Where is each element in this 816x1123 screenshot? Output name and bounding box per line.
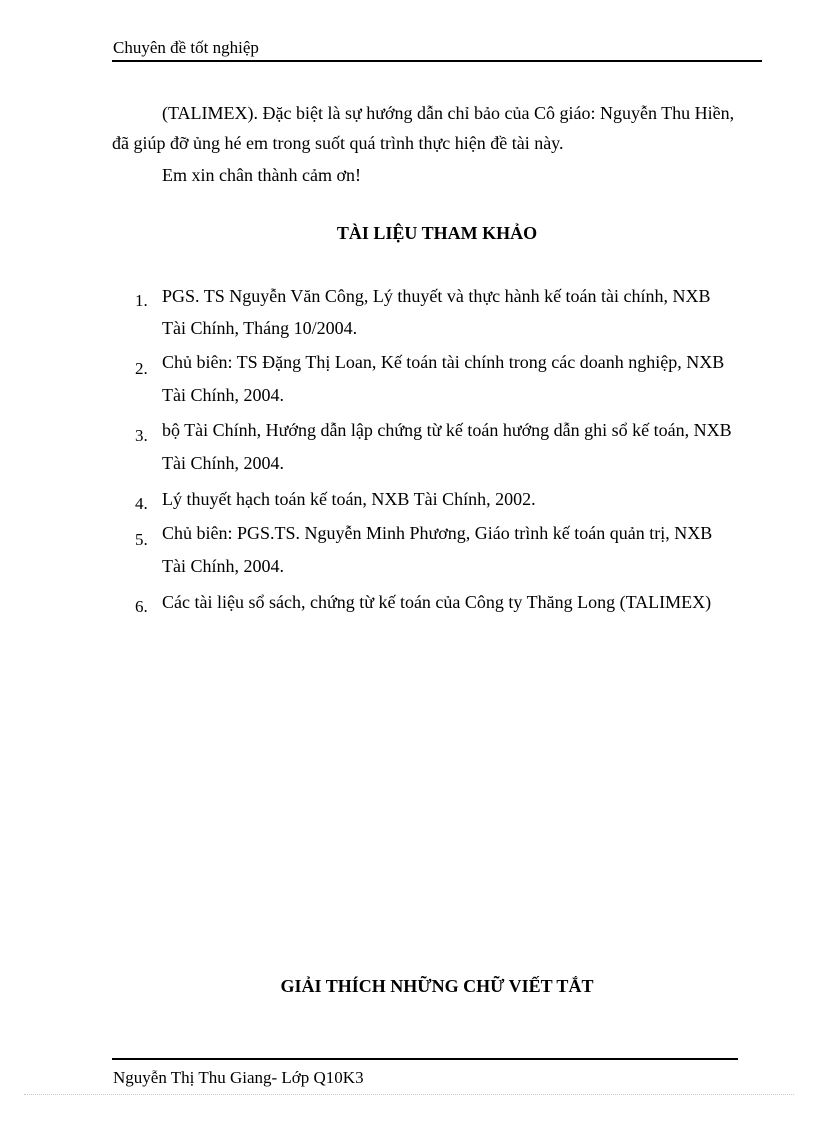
footer-author: Nguyễn Thị Thu Giang- Lớp Q10K3 bbox=[113, 1068, 364, 1087]
header-title: Chuyên đề tốt nghiệp bbox=[113, 38, 259, 57]
reference-text: Tài Chính, 2004. bbox=[162, 385, 284, 405]
intro-line-3: Em xin chân thành cảm ơn! bbox=[162, 165, 361, 185]
page-bottom-edge bbox=[24, 1094, 794, 1095]
reference-text: Chủ biên: PGS.TS. Nguyễn Minh Phương, Giáo trình kế toán quản trị, NXB bbox=[162, 523, 713, 543]
reference-number: 5. bbox=[135, 530, 148, 549]
reference-number: 1. bbox=[135, 291, 148, 310]
references-title: TÀI LIỆU THAM KHẢO bbox=[336, 223, 538, 243]
reference-number: 6. bbox=[135, 597, 148, 616]
reference-number: 4. bbox=[135, 494, 148, 513]
reference-text: Chủ biên: TS Đặng Thị Loan, Kế toán tài chính trong các doanh nghiệp, NXB bbox=[162, 352, 725, 372]
header-divider bbox=[112, 60, 762, 62]
reference-text: PGS. TS Nguyễn Văn Công, Lý thuyết và thực hành kế toán tài chính, NXB bbox=[162, 286, 711, 306]
reference-text: Các tài liệu sổ sách, chứng từ kế toán của Công ty Thăng Long (TALIMEX) bbox=[162, 592, 712, 612]
abbreviations-title: GIẢI THÍCH NHỮNG CHỮ VIẾT TẮT bbox=[280, 976, 594, 996]
intro-line-2: đã giúp đỡ ủng hé em trong suốt quá trình thực hiện đề tài này. bbox=[112, 133, 564, 153]
reference-text: Tài Chính, Tháng 10/2004. bbox=[162, 318, 358, 338]
footer-divider bbox=[112, 1058, 738, 1060]
reference-text: Tài Chính, 2004. bbox=[162, 556, 284, 576]
intro-line-1: (TALIMEX). Đặc biệt là sự hướng dẫn chỉ bảo của Cô giáo: Nguyễn Thu Hiền, bbox=[162, 103, 735, 123]
reference-number: 2. bbox=[135, 359, 148, 378]
reference-text: bộ Tài Chính, Hướng dẫn lập chứng từ kế toán hướng dẫn ghi sổ kế toán, NXB bbox=[162, 420, 732, 440]
reference-text: Tài Chính, 2004. bbox=[162, 453, 284, 473]
reference-number: 3. bbox=[135, 426, 148, 445]
reference-text: Lý thuyết hạch toán kế toán, NXB Tài Chính, 2002. bbox=[162, 489, 536, 509]
